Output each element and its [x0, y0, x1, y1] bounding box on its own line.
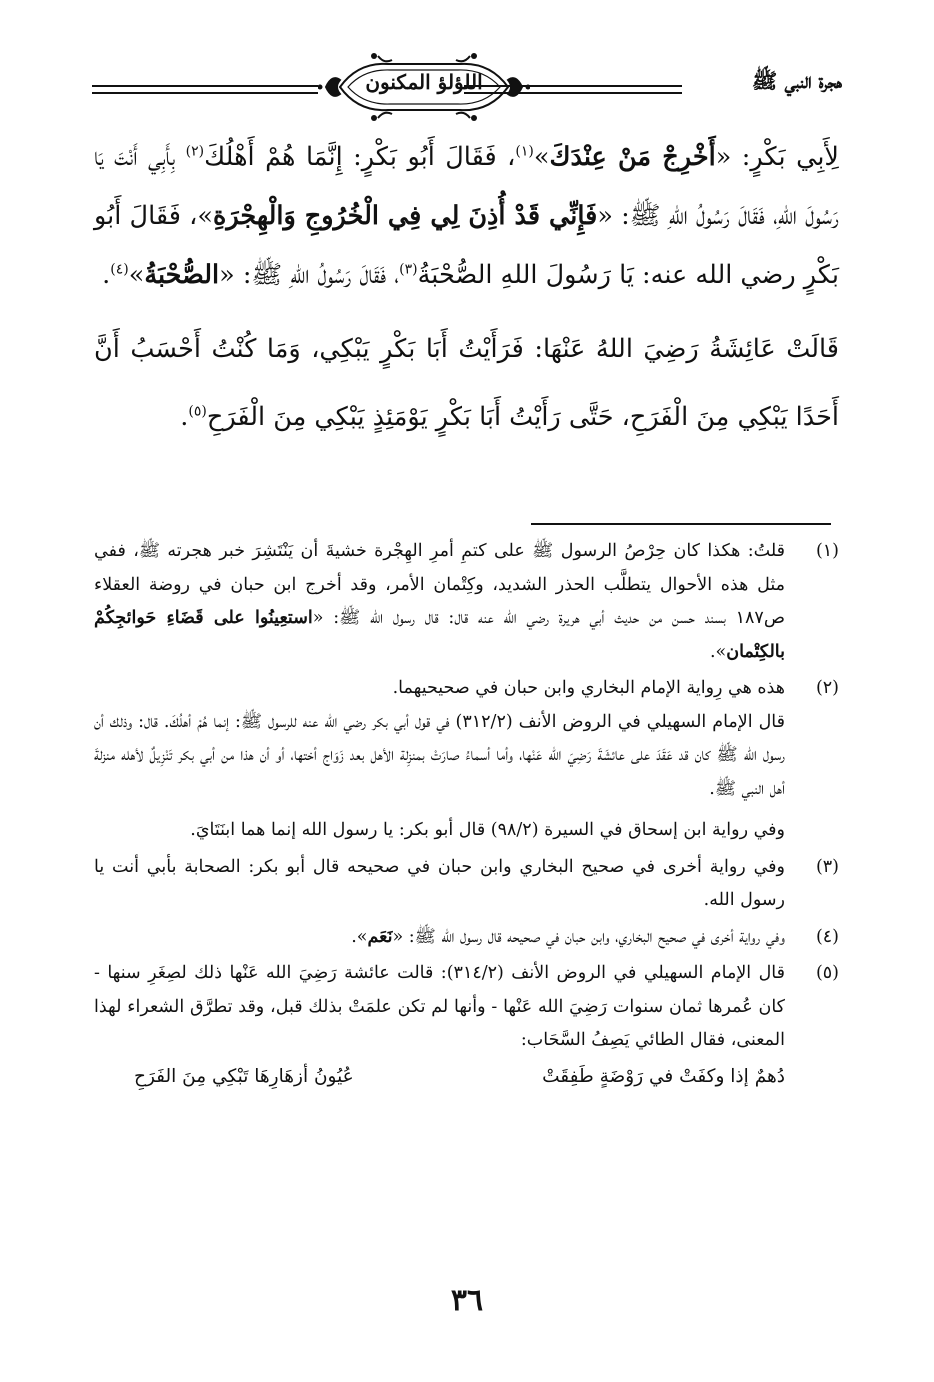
hadith-quote: استعِينُوا على قَضَاءِ حَوائجِكُمْ بالكِتْمان [94, 608, 785, 662]
footnote-ref-2[interactable]: (٢) [185, 143, 205, 160]
page-header [92, 50, 842, 124]
prophet-quote-3: الصُّحْبَةُ [144, 260, 220, 290]
footnote-4: (٤) وفي رواية أخرى في صحيح البخاري، وابن حبان في صحيحه قال رسول الله ﷺ: «نَعَم». [94, 921, 839, 955]
poetry-verse [94, 1060, 785, 1094]
paragraph-aisha: قَالَتْ عَائِشَةُ رَضِيَ اللهُ عَنْهَا: فَرَأَيْتُ أَبَا بَكْرٍ يَبْكِي، وَمَا كُنْتُ أَحْسَبُ أَنَّ أَحَدًا يَبْكِي مِنَ الْفَرَحِ، حَتَّى رَأَيْتُ أَبَا بَكْرٍ يَوْمَئِذٍ يَبْكِي مِنَ الْفَرَحِ$^{(٥)}$. [94, 334, 839, 432]
footnote-ref-5[interactable]: (٥) [188, 403, 207, 420]
book-title: اللؤلؤ المكنون [365, 70, 483, 94]
footnote-number: (٢) [815, 678, 839, 698]
footnotes [94, 535, 839, 1093]
verse-second-hemistich: عُيُونُ أزهَارِهَا تَبْكِي مِنَ الفَرَحِ [134, 1065, 354, 1087]
footnote-5: (٥) قال الإمام السهيلي في الروض الأنف (٣١٤/٢): قالت عائشة رَضِيَ الله عَنْها ذلك لصِغَرِ سنها - كان عُمرها ثمان سنوات رَضِيَ الله عَنْها - وأنها لم تكن علمَتْ بذلك قبل، وقد تطرَّق الشعراء لهذا المعنى، فقال الطائي يَصِفُ السَّحَاب: دُهمٌ إذا وكفَتْ في رَوْضَةٍ طَفِقَتْ عُيُونُ أزهَارِهَا تَبْكِي مِنَ الفَرَحِ [94, 957, 839, 1093]
header-rule-left [92, 85, 318, 94]
footnote-number: (٤) [815, 926, 839, 947]
paragraph-dialogue: لِأَبِي بَكْرٍ: «أَخْرِجْ مَنْ عِنْدَكَ»$^{(١)}$، فَقَالَ أَبُو بَكْرٍ: إِنَّمَا هُمْ أَهْلُكَ$^{(٢)}$ بِأَبِي أَنْتَ يَا رَسُولَ اللهِ، فَقَالَ رَسُولُ اللهِ ﷺ: «فَإِنِّي قَدْ أُذِنَ لِي فِي الْخُرُوجِ وَالْهِجْرَةِ»، فَقَالَ أَبُو بَكْرٍ رضي الله عنه: يَا رَسُولَ اللهِ الصُّحْبَةُ$^{(٣)}$، فَقَالَ رَسُولُ اللهِ ﷺ: «الصُّحْبَةُ»$^{(٤)}$. [94, 142, 839, 290]
prophet-quote-1: أَخْرِجْ مَنْ عِنْدَكَ [549, 142, 716, 172]
hadith-quote: نَعَم [367, 926, 393, 947]
header-cartouche [318, 50, 530, 124]
verse-first-hemistich: دُهمٌ إذا وكفَتْ في رَوْضَةٍ طَفِقَتْ [542, 1065, 785, 1087]
footnote-ref-3[interactable]: (٣) [399, 261, 418, 278]
main-text [94, 128, 839, 451]
footnote-number: (١) [815, 541, 839, 561]
prophet-quote-2: فَإِنِّي قَدْ أُذِنَ لِي فِي الْخُرُوجِ وَالْهِجْرَةِ [212, 201, 598, 231]
footnote-number: (٥) [815, 963, 839, 983]
footnote-3: (٣) وفي رواية أخرى في صحيح البخاري وابن حبان في صحيحه قال أبو بكر: الصحابة بأبي أنت يا رسول الله. [94, 851, 839, 918]
page-number: ٣٦ [450, 1283, 484, 1318]
footnote-number: (٣) [815, 856, 839, 877]
running-head-title: هجرة النبي ﷺ [751, 68, 842, 93]
footnote-ref-4[interactable]: (٤) [110, 261, 129, 278]
footnote-2: (٢) هذه هي رِواية الإمام البخاري وابن حبان في صحيحيهما. قال الإمام السهيلي في الروض الأنف (٣١٢/٢) في قول أبي بكر رضي الله عنه للرسول ﷺ: إنما هُمْ أهلُكَ. قال: وذلك أن رسول الله ﷺ كان قد عَقَدَ على عائشَةَ رَضِيَ الله عَنْها، وأما أسماءُ صارَتْ بمنزِلة الأهل بعد زَوَاج أختها، أو أن هذا من أبي بكر تَنْزِيلٌ لأهله منزلةَ أهل النبي ﷺ. وفي رواية ابن إسحاق في السيرة (٩٨/٢) قال أبو بكر: يا رسول الله إنما هما ابنَتَايَ. [94, 672, 839, 848]
footnote-1: (١) قلتُ: هكذا كان حِرْصُ الرسول ﷺ على كتمِ أمرِ الهِجْرة خشيةَ أن يَنْتَشِرَ خبر هجرته ﷺ، ففي مثل هذه الأحوال يتطلَّب الحذر الشديد، وكِتْمان الأمر، وقد أخرج ابن حبان في روضة العقلاء ص١٨٧ بسند حسن من حديث أبي هريرة رضي الله عنه قال: قال رسول الله ﷺ: «استعِينُوا على قَضَاءِ حَوائجِكُمْ بالكِتْمان». [94, 535, 839, 669]
footnote-ref-1[interactable]: (١) [515, 143, 534, 160]
footnote-separator [531, 523, 831, 525]
